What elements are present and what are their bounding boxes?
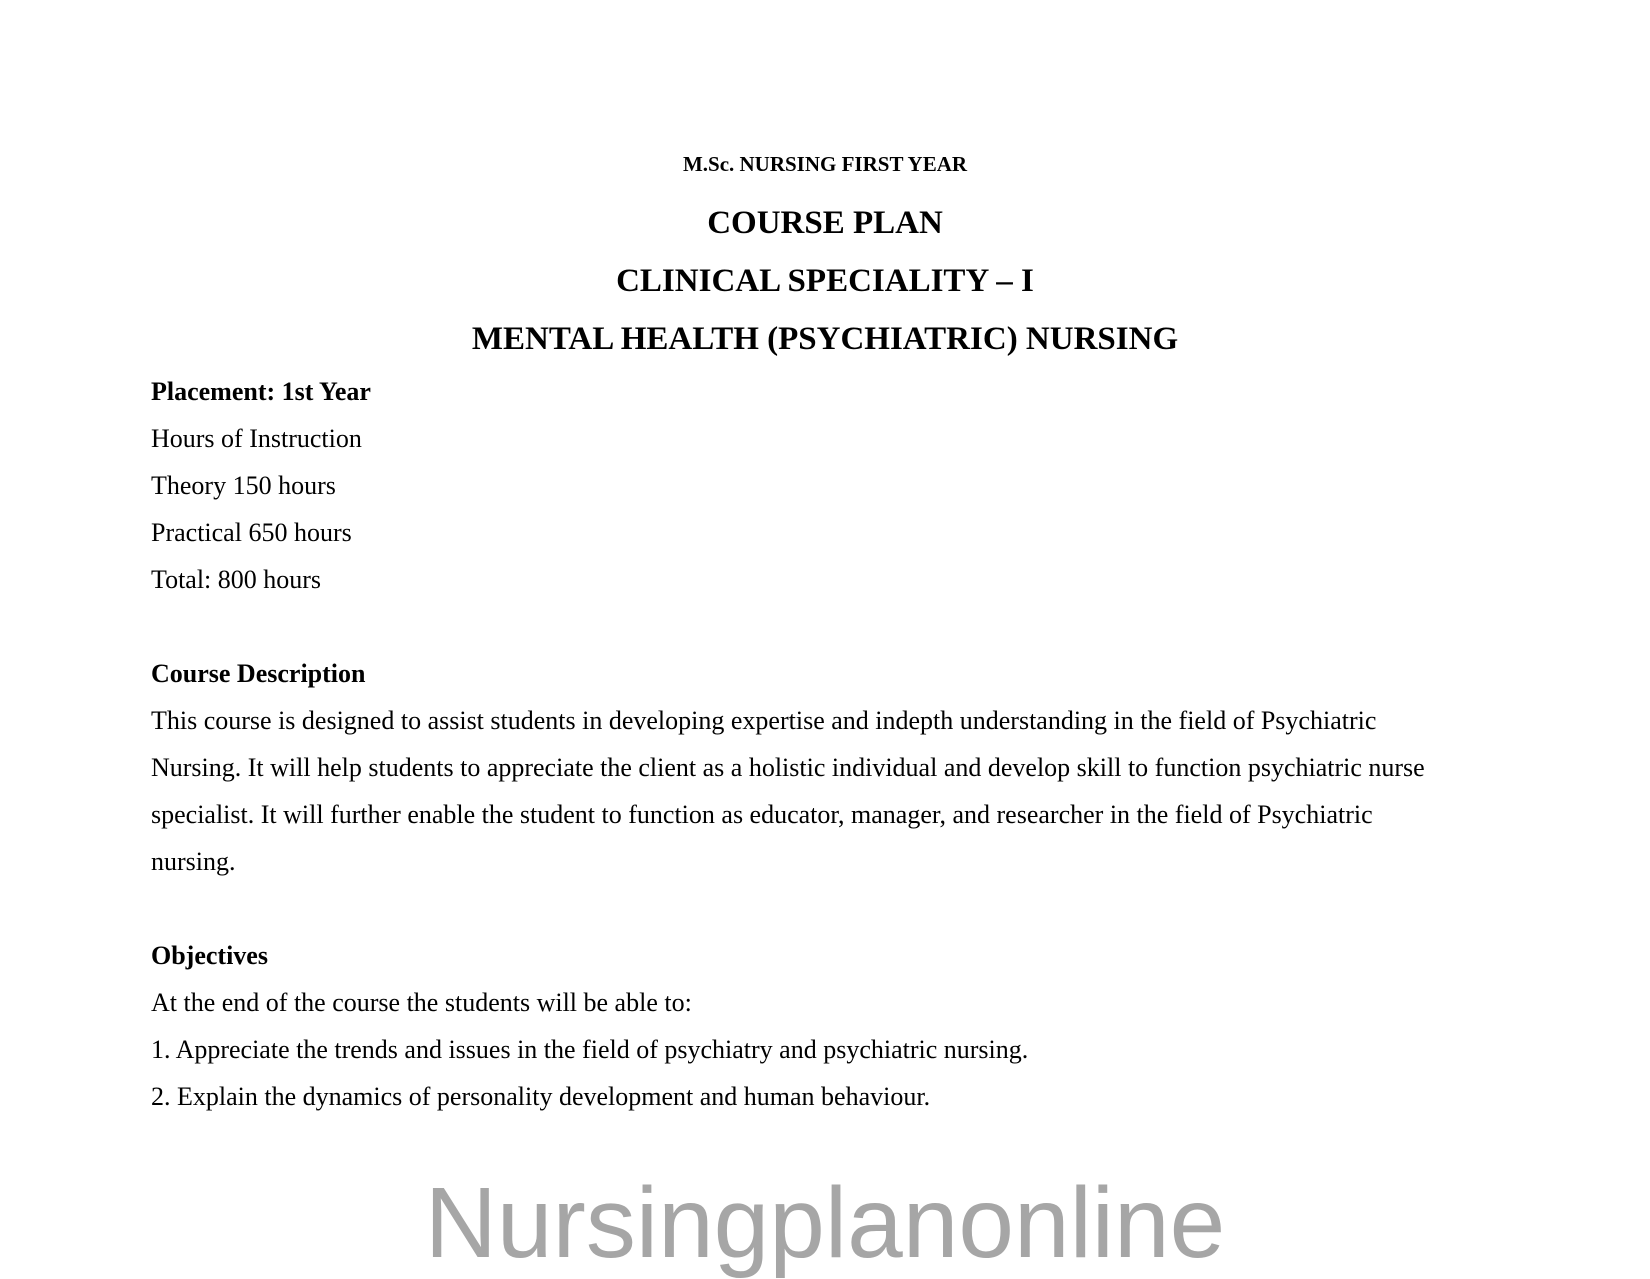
course-description-line: Nursing. It will help students to appreciate the client as a holistic individual and develop skill to function psychiatric nurse xyxy=(151,753,1425,782)
specialty-title: MENTAL HEALTH (PSYCHIATRIC) NURSING xyxy=(471,321,1179,357)
theory-hours: Theory 150 hours xyxy=(151,471,336,500)
watermark: Nursingplanonline xyxy=(424,1167,1226,1279)
placement-label: Placement: 1st Year xyxy=(151,377,371,406)
hours-of-instruction: Hours of Instruction xyxy=(151,424,362,453)
objectives-intro: At the end of the course the students will be able to: xyxy=(151,988,692,1017)
subject-title: CLINICAL SPECIALITY – I xyxy=(616,263,1034,299)
course-description-line: This course is designed to assist students in developing expertise and indepth understanding in the field of Psychiatric xyxy=(151,706,1377,735)
objectives-heading: Objectives xyxy=(151,941,268,970)
course-description-line: nursing. xyxy=(151,847,236,876)
course-description-heading: Course Description xyxy=(151,659,366,688)
objective-item: 2. Explain the dynamics of personality development and human behaviour. xyxy=(151,1082,931,1111)
course-plan-title: COURSE PLAN xyxy=(707,205,943,241)
practical-hours: Practical 650 hours xyxy=(151,518,352,547)
program-title: M.Sc. NURSING FIRST YEAR xyxy=(682,152,968,176)
total-hours: Total: 800 hours xyxy=(151,565,322,594)
course-description-line: specialist. It will further enable the student to function as educator, manager, and researcher in the field of Psychiatric xyxy=(151,800,1373,829)
objective-item: 1. Appreciate the trends and issues in the field of psychiatry and psychiatric nursing. xyxy=(151,1035,1029,1064)
